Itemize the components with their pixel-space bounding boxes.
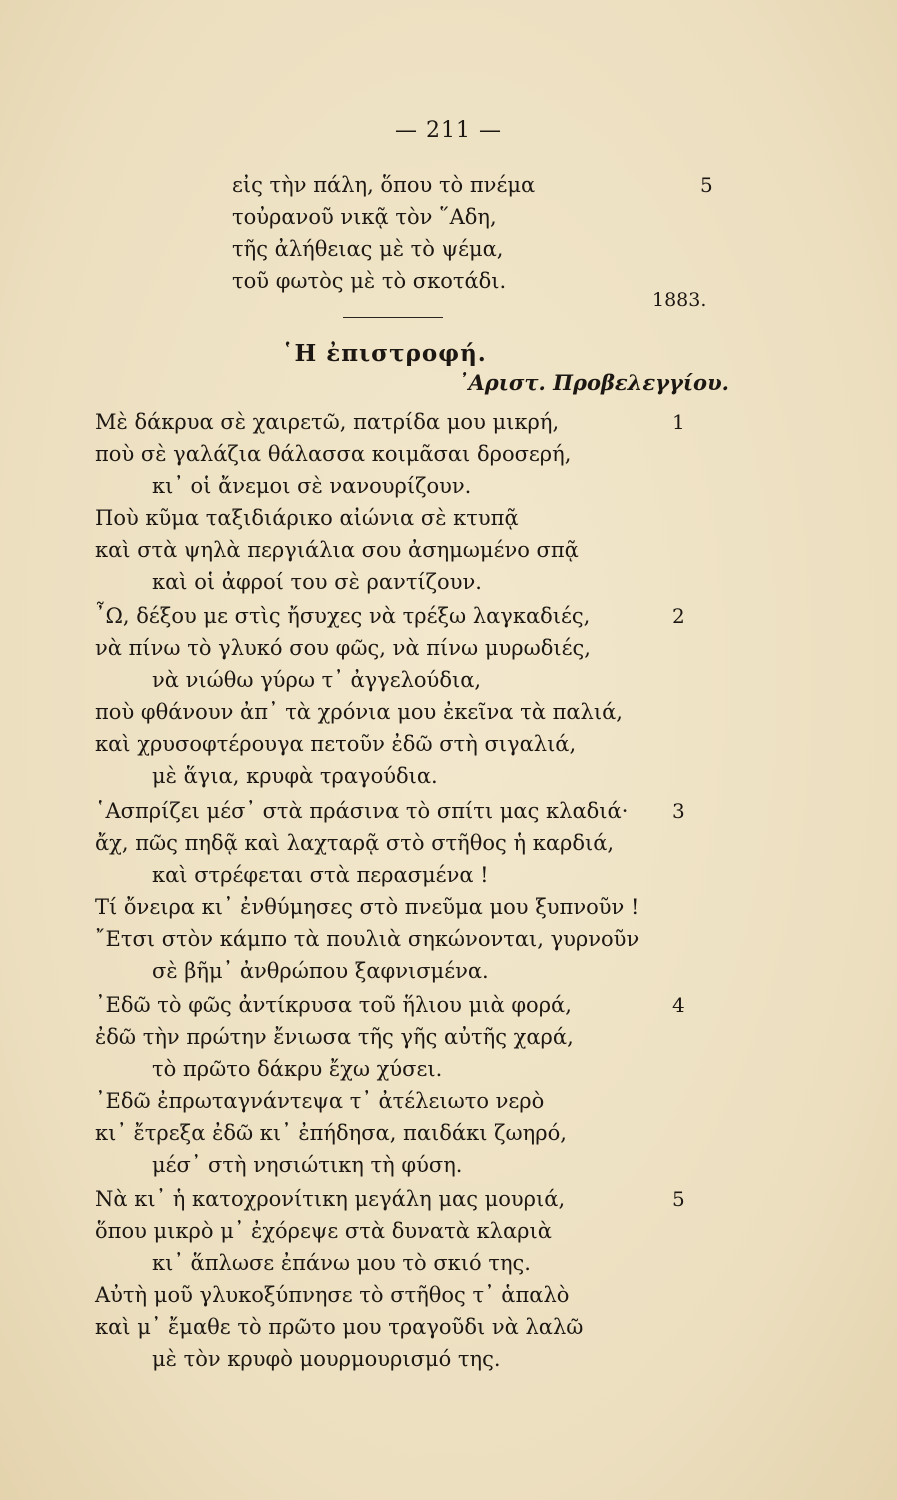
verse-line: Νὰ κι᾿ ἡ κατοχρονίτικη μεγάλη μας μουριά,: [95, 1187, 566, 1211]
poem-title: ῾Η ἐπιστροφή.: [282, 340, 487, 367]
verse-line: ποὺ φθάνουν ἀπ᾿ τὰ χρόνια μου ἐκεῖνα τὰ παλιά,: [95, 700, 623, 724]
verse-line: τοῦ φωτὸς μὲ τὸ σκοτάδι.: [232, 269, 507, 293]
verse-line: μὲ τὸν κρυφὸ μουρμουρισμό της.: [152, 1347, 501, 1371]
verse-line: κι᾿ οἱ ἄνεμοι σὲ νανουρίζουν.: [152, 474, 472, 498]
verse-line: κι᾿ ἔτρεξα ἐδῶ κι᾿ ἐπήδησα, παιδάκι ζωηρό,: [95, 1121, 567, 1145]
stanza-number: 5: [672, 1187, 685, 1211]
verse-line: τὸ πρῶτο δάκρυ ἔχω χύσει.: [152, 1057, 443, 1081]
verse-line: Αὐτὴ μοῦ γλυκοξύπνησε τὸ στῆθος τ᾿ ἁπαλὸ: [95, 1283, 570, 1307]
verse-line: ᾿Εδῶ ἐπρωταγνάντεψα τ᾿ ἀτέλειωτο νερὸ: [95, 1089, 545, 1113]
verse-line: Ποὺ κῦμα ταξιδιάρικο αἰώνια σὲ κτυπᾷ: [95, 506, 519, 530]
verse-line: Μὲ δάκρυα σὲ χαιρετῶ, πατρίδα μου μικρή,: [95, 410, 560, 434]
verse-line: μέσ᾿ στὴ νησιώτικη τὴ φύση.: [152, 1153, 463, 1177]
poem-author: ᾿Αριστ. Προβελεγγίου.: [458, 370, 729, 395]
verse-line: ῎Ετσι στὸν κάμπο τὰ πουλιὰ σηκώνονται, γυρνοῦν: [95, 927, 640, 951]
stanza-number: 5: [700, 173, 713, 197]
verse-line: καὶ οἱ ἀφροί του σὲ ραντίζουν.: [152, 570, 482, 594]
verse-line: ποὺ σὲ γαλάζια θάλασσα κοιμᾶσαι δροσερή,: [95, 442, 572, 466]
verse-line: Τί ὄνειρα κι᾿ ἐνθύμησες στὸ πνεῦμα μου ξυπνοῦν !: [95, 895, 640, 919]
stanza-number: 3: [672, 799, 685, 823]
verse-line: κι᾿ ἅπλωσε ἐπάνω μου τὸ σκιό της.: [152, 1251, 531, 1275]
verse-line: ᾿Εδῶ τὸ φῶς ἀντίκρυσα τοῦ ἥλιου μιὰ φορά,: [95, 993, 572, 1017]
verse-line: τοὐρανοῦ νικᾷ τὸν ῞Αδη,: [232, 205, 497, 229]
verse-line: καὶ χρυσοφτέρουγα πετοῦν ἐδῶ στὴ σιγαλιά,: [95, 732, 577, 756]
verse-line: ῏Ω, δέξου με στὶς ἤσυχες νὰ τρέξω λαγκαδιές,: [95, 604, 591, 628]
verse-line: σὲ βῆμ᾿ ἀνθρώπου ξαφνισμένα.: [152, 959, 489, 983]
stanza-number: 2: [672, 604, 685, 628]
verse-line: καὶ μ᾿ ἔμαθε τὸ πρῶτο μου τραγοῦδι νὰ λαλῶ: [95, 1315, 584, 1339]
verse-line: τῆς ἀλήθειας μὲ τὸ ψέμα,: [232, 237, 504, 261]
verse-line: ἐδῶ τὴν πρώτην ἔνιωσα τῆς γῆς αὐτῆς χαρά,: [95, 1025, 574, 1049]
verse-line: ὅπου μικρὸ μ᾿ ἐχόρεψε στὰ δυνατὰ κλαριὰ: [95, 1219, 552, 1243]
verse-line: νὰ νιώθω γύρω τ᾿ ἀγγελούδια,: [152, 668, 482, 692]
verse-line: μὲ ἅγια, κρυφὰ τραγούδια.: [152, 764, 438, 788]
verse-line: νὰ πίνω τὸ γλυκό σου φῶς, νὰ πίνω μυρωδιές,: [95, 636, 591, 660]
stanza-number: 4: [672, 993, 685, 1017]
divider: [343, 317, 443, 318]
verse-line: καὶ στὰ ψηλὰ περγιάλια σου ἀσημωμένο σπᾷ: [95, 538, 579, 562]
verse-line: εἰς τὴν πάλη, ὅπου τὸ πνέμα: [232, 173, 536, 197]
verse-line: ῾Ασπρίζει μέσ᾿ στὰ πράσινα τὸ σπίτι μας κλαδιά·: [95, 799, 629, 823]
stanza-number: 1: [672, 410, 685, 434]
page-number: — 211 —: [395, 118, 502, 143]
verse-line: ἄχ, πῶς πηδᾷ καὶ λαχταρᾷ στὸ στῆθος ἡ καρδιά,: [95, 831, 615, 855]
verse-line: καὶ στρέφεται στὰ περασμένα !: [152, 863, 489, 887]
year: 1883.: [652, 289, 707, 311]
